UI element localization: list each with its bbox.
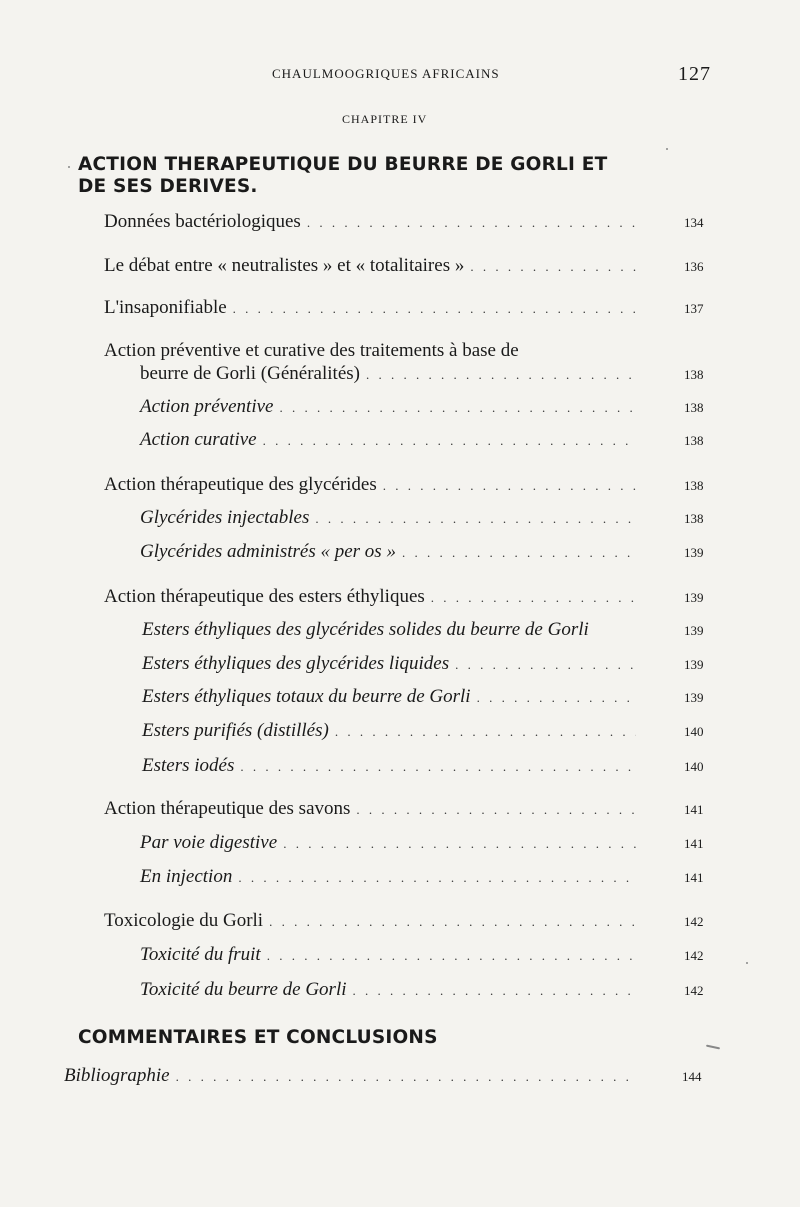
toc-entry-debat <box>104 255 704 281</box>
paper-speck <box>68 166 70 168</box>
toc-entry-page: 138 <box>684 367 704 382</box>
chapter-label: CHAPITRE IV <box>342 112 428 126</box>
toc-entry-text: Esters éthyliques des glycérides solides du beurre de Gorli <box>142 619 589 640</box>
toc-entry-page: 139 <box>684 590 704 605</box>
toc-entry-action-preventive-curative <box>140 363 704 389</box>
toc-entry-text: Toxicité du fruit <box>140 944 261 965</box>
toc-entry-text: Action curative <box>140 429 257 450</box>
toc-entry-esters-iodes <box>142 755 704 781</box>
toc-entry-page: 138 <box>684 400 704 415</box>
toc-entry-page: 138 <box>684 511 704 526</box>
toc-entry-page: 142 <box>684 914 704 929</box>
toc-entry-esters-glycerides-liquides <box>142 653 704 679</box>
toc-entry-esters-ethyliques <box>104 586 704 612</box>
toc-entry-text: Esters iodés <box>142 755 235 776</box>
toc-entry-text-first-line: Action préventive et curative des traitements à base de <box>104 340 519 361</box>
toc-entry-text: Données bactériologiques <box>104 211 301 232</box>
toc-entry-text: Action préventive <box>140 396 274 417</box>
toc-entry-glycerides-per-os <box>140 541 704 567</box>
toc-entry-injection <box>140 866 704 892</box>
toc-entry-text: Par voie digestive <box>140 832 278 853</box>
toc-entry-text: Glycérides injectables <box>140 507 310 528</box>
toc-entry-page: 144 <box>682 1069 702 1084</box>
toc-entry-esters-totaux <box>142 686 704 712</box>
toc-entry-page: 141 <box>684 802 704 817</box>
toc-entry-page: 142 <box>684 983 704 998</box>
toc-entry-page: 139 <box>684 690 704 705</box>
toc-entry-page: 138 <box>684 433 704 448</box>
toc-entry-text: En injection <box>140 866 233 887</box>
toc-entry-toxicite-fruit <box>140 944 704 970</box>
paper-speck <box>746 962 748 964</box>
toc-entry-page: 137 <box>684 301 704 316</box>
toc-entry-esters-purifies <box>142 720 704 746</box>
toc-entry-text: Le débat entre « neutralistes » et « totalitaires » <box>104 255 465 276</box>
toc-entry-page: 142 <box>684 948 704 963</box>
toc-entry-page: 139 <box>684 545 704 560</box>
running-title: CHAULMOOGRIQUES AFRICAINS <box>272 66 500 81</box>
paper-speck <box>666 148 668 150</box>
toc-entry-text: Glycérides administrés « per os » <box>140 541 396 562</box>
toc-entry-text: Action thérapeutique des savons <box>104 798 351 819</box>
toc-entry-action-preventive <box>140 396 704 422</box>
toc-entry-page: 134 <box>684 215 704 230</box>
toc-entry-text: Esters purifiés (distillés) <box>142 720 329 741</box>
toc-entry-text: Action thérapeutique des glycérides <box>104 474 377 495</box>
toc-entry-glycerides <box>104 474 704 500</box>
toc-entry-page: 141 <box>684 870 704 885</box>
toc-entry-text: Toxicité du beurre de Gorli <box>140 979 347 1000</box>
conclusions-heading: COMMENTAIRES ET CONCLUSIONS <box>78 1027 438 1048</box>
toc-entry-text: beurre de Gorli (Généralités) <box>140 363 360 384</box>
toc-entry-donnees-bacteriologiques <box>104 211 704 237</box>
toc-entry-bibliographie <box>64 1065 702 1091</box>
toc-entry-glycerides-injectables <box>140 507 704 533</box>
toc-entry-page: 141 <box>684 836 704 851</box>
toc-entry-text: Action thérapeutique des esters éthyliques <box>104 586 425 607</box>
toc-entry-page: 138 <box>684 478 704 493</box>
toc-entry-page: 140 <box>684 724 704 739</box>
toc-entry-page: 136 <box>684 259 704 274</box>
toc-entry-text: Bibliographie <box>64 1065 170 1086</box>
toc-entry-text: Toxicologie du Gorli <box>104 910 264 931</box>
page-number: 127 <box>678 63 711 85</box>
toc-entry-text: Esters éthyliques des glycérides liquides <box>142 653 450 674</box>
toc-entry-text: Esters éthyliques totaux du beurre de Gorli <box>142 686 471 707</box>
toc-entry-page: 139 <box>684 623 704 638</box>
toc-entry-action-curative <box>140 429 704 455</box>
toc-entry-voie-digestive <box>140 832 704 858</box>
toc-entry-page: 139 <box>684 657 704 672</box>
toc-entry-esters-glycerides-solides <box>142 619 704 645</box>
toc-entry-toxicite-beurre <box>140 979 704 1005</box>
toc-entry-text: L'insaponifiable <box>104 297 227 318</box>
section-heading: ACTION THERAPEUTIQUE DU BEURRE DE GORLI ET DE SES DERIVES. <box>78 154 608 197</box>
toc-entry-toxicologie <box>104 910 704 936</box>
toc-entry-savons <box>104 798 704 824</box>
toc-entry-page: 140 <box>684 759 704 774</box>
toc-entry-insaponifiable <box>104 297 704 323</box>
